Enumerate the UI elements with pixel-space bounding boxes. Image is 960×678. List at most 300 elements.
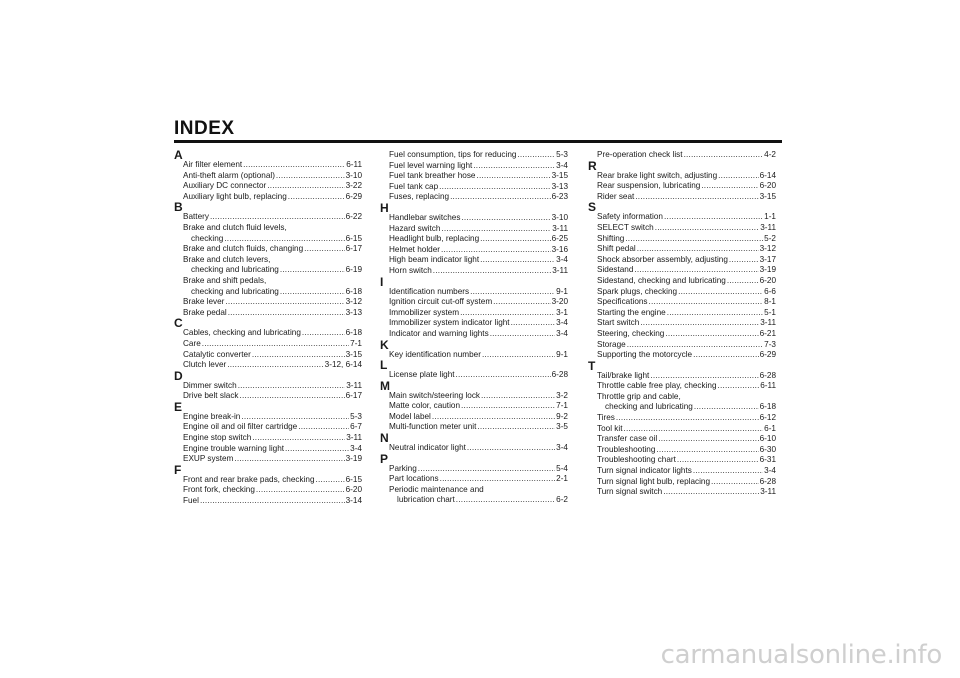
dot-leader: [456, 370, 551, 381]
dot-leader: [627, 340, 763, 351]
index-entry: [588, 276, 776, 287]
entry-text: Brake and clutch levers,: [183, 254, 271, 264]
entry-text: Shift pedal: [597, 244, 636, 254]
dot-leader: [656, 445, 758, 456]
dot-leader: [224, 234, 344, 245]
index-entry: [174, 339, 362, 350]
entry-page-number: 2-1: [556, 474, 568, 484]
entry-page-number: 3-10: [345, 170, 362, 180]
entry-text: Sidestand: [597, 265, 634, 275]
dot-leader: [456, 495, 555, 506]
index-entry: [380, 370, 568, 381]
dot-leader: [718, 381, 760, 392]
index-entry: [174, 350, 362, 361]
entry-page-number: 6-15: [345, 233, 362, 243]
entry-text: Shifting: [597, 233, 625, 243]
entry-page-number: 4-2: [764, 150, 776, 159]
dot-leader: [650, 371, 758, 382]
entry-text: Part locations: [389, 474, 439, 484]
index-entry: [174, 444, 362, 455]
dot-leader: [280, 265, 345, 276]
dot-leader: [285, 444, 349, 455]
dot-leader: [481, 391, 555, 402]
entry-page-number: 6-11: [346, 160, 362, 169]
entry-text: Catalytic converter: [183, 349, 251, 359]
index-entry: [380, 255, 568, 266]
entry-text: Fuel: [183, 496, 199, 506]
entry-text: Headlight bulb, replacing: [389, 234, 480, 244]
entry-text: Storage: [597, 339, 626, 349]
entry-page-number: 6-20: [759, 181, 776, 191]
entry-page-number: 6-19: [345, 265, 362, 275]
entry-text: Start switch: [597, 318, 640, 328]
index-entry: [174, 255, 362, 266]
dot-leader: [693, 350, 758, 361]
entry-page-number: 6-28: [759, 370, 776, 380]
entry-text: Clutch lever: [183, 360, 227, 370]
entry-page-number: 7-1: [350, 338, 362, 348]
entry-page-number: 6-18: [759, 402, 776, 412]
dot-leader: [225, 297, 344, 308]
section-letter: B: [174, 200, 183, 215]
dot-leader: [227, 360, 323, 371]
index-entry: [174, 171, 362, 182]
entry-text: Horn switch: [389, 265, 432, 275]
dot-leader: [637, 244, 759, 255]
index-column-3: [588, 150, 776, 498]
section-letter: E: [174, 399, 183, 414]
dot-leader: [256, 485, 345, 496]
dot-leader: [467, 443, 555, 454]
index-entry: [588, 223, 776, 234]
entry-page-number: 3-16: [551, 244, 568, 254]
index-entry: [380, 329, 568, 340]
entry-page-number: 9-1: [556, 286, 568, 296]
entry-page-number: 3-17: [759, 254, 776, 264]
dot-leader: [718, 171, 758, 182]
dot-leader: [252, 433, 345, 444]
index-entry: [588, 329, 776, 340]
index-entry: [380, 234, 568, 245]
entry-text: Fuel level warning light: [389, 160, 473, 170]
dot-leader: [667, 308, 763, 319]
entry-page-number: 8-1: [764, 297, 776, 307]
entry-page-number: 6-28: [759, 476, 776, 486]
entry-text: Tires: [597, 413, 615, 423]
entry-text: Indicator and warning lights: [389, 328, 489, 338]
entry-text: Fuel tank cap: [389, 181, 439, 191]
dot-leader: [649, 297, 764, 308]
index-section: [380, 378, 568, 433]
watermark-text: carmanualsonline.info: [660, 640, 942, 670]
index-section: [174, 318, 362, 370]
entry-page-number: 6-10: [759, 434, 776, 444]
index-entry: [380, 485, 568, 496]
entry-page-number: 6-14: [759, 170, 776, 180]
index-entry: [380, 150, 568, 161]
dot-leader: [693, 466, 763, 477]
entry-page-number: 3-2: [556, 390, 568, 400]
entry-page-number: 6-20: [759, 275, 776, 285]
entry-text: Care: [183, 338, 201, 348]
index-entry: [174, 412, 362, 423]
dot-leader: [635, 192, 758, 203]
entry-page-number: 6-12: [759, 413, 776, 423]
entry-page-number: 3-12: [345, 297, 362, 307]
dot-leader: [280, 287, 345, 298]
entry-text: Front fork, checking: [183, 485, 255, 495]
entry-page-number: 3-11: [760, 318, 776, 328]
index-entry: [380, 412, 568, 423]
section-letter: K: [380, 337, 389, 352]
dot-leader: [228, 308, 345, 319]
dot-leader: [480, 255, 555, 266]
entry-text: checking and lubricating: [191, 265, 279, 275]
entry-page-number: 3-4: [556, 255, 568, 265]
dot-leader: [238, 381, 346, 392]
entry-text: Helmet holder: [389, 244, 440, 254]
entry-page-number: 5-3: [556, 150, 568, 159]
index-column-2: [380, 150, 568, 506]
index-entry: [174, 192, 362, 203]
dot-leader: [677, 455, 759, 466]
entry-text: Engine stop switch: [183, 433, 252, 443]
index-entry: [380, 287, 568, 298]
index-entry: [588, 466, 776, 477]
dot-leader: [470, 287, 555, 298]
index-entry: [174, 475, 362, 486]
dot-leader: [625, 234, 763, 245]
dot-leader: [482, 350, 555, 361]
entry-text: Brake and clutch fluids, changing: [183, 244, 304, 254]
index-entry: [380, 161, 568, 172]
index-section: [174, 150, 362, 202]
dot-leader: [678, 287, 763, 298]
dot-leader: [727, 276, 759, 287]
dot-leader: [432, 412, 555, 423]
index-section: [588, 202, 776, 360]
dot-leader: [616, 413, 759, 424]
entry-text: Troubleshooting: [597, 444, 656, 454]
section-letter: A: [174, 148, 183, 162]
index-entry: [380, 350, 568, 361]
index-entry: [588, 318, 776, 329]
entry-text: Troubleshooting chart: [597, 455, 676, 465]
entry-page-number: 3-19: [345, 454, 362, 464]
index-entry: [588, 244, 776, 255]
index-entry: [588, 265, 776, 276]
entry-page-number: 3-12: [759, 244, 776, 254]
index-entry: [174, 485, 362, 496]
index-entry: [174, 276, 362, 287]
dot-leader: [623, 424, 763, 435]
index-entry: [174, 297, 362, 308]
section-letter: I: [380, 274, 384, 289]
entry-page-number: 3-22: [345, 181, 362, 191]
index-entry: [588, 297, 776, 308]
entry-page-number: 3-5: [556, 422, 568, 432]
index-entry: [174, 360, 362, 371]
entry-text: Immobilizer system: [389, 307, 460, 317]
index-entry: [380, 182, 568, 193]
entry-page-number: 3-11: [760, 222, 776, 232]
entry-text: Brake and clutch fluid levels,: [183, 222, 287, 232]
index-section: [588, 150, 776, 161]
index-entry: [174, 381, 362, 392]
entry-text: Auxiliary DC connector: [183, 181, 267, 191]
index-section: [174, 202, 362, 318]
index-section: [174, 368, 362, 402]
entry-text: Pre-operation check list: [597, 150, 683, 159]
dot-leader: [473, 161, 555, 172]
index-entry: [380, 318, 568, 329]
entry-text: SELECT switch: [597, 222, 654, 232]
entry-page-number: 3-4: [556, 160, 568, 170]
dot-leader: [711, 477, 759, 488]
index-entry: [380, 422, 568, 433]
index-entry: [174, 287, 362, 298]
entry-text: Cables, checking and lubricating: [183, 328, 301, 338]
index-section: [380, 433, 568, 454]
entry-page-number: 3-15: [759, 191, 776, 201]
entry-text: Rear brake light switch, adjusting: [597, 170, 718, 180]
index-entry: [588, 171, 776, 182]
index-entry: [588, 424, 776, 435]
section-letter: M: [380, 378, 390, 393]
entry-page-number: 3-12, 6-14: [324, 360, 362, 370]
entry-page-number: 6-25: [551, 234, 568, 244]
index-entry: [588, 455, 776, 466]
entry-text: Turn signal light bulb, replacing: [597, 476, 711, 486]
entry-page-number: 3-1: [556, 307, 568, 317]
entry-page-number: 7-3: [764, 339, 776, 349]
dot-leader: [460, 308, 555, 319]
entry-page-number: 6-30: [759, 444, 776, 454]
section-letter: T: [588, 358, 596, 373]
dot-leader: [288, 192, 345, 203]
dot-leader: [665, 329, 758, 340]
entry-text: Turn signal switch: [597, 487, 663, 497]
index-entry: [588, 308, 776, 319]
dot-leader: [241, 412, 349, 423]
entry-text: Battery: [183, 212, 209, 222]
index-section: [380, 451, 568, 506]
entry-page-number: 3-11: [760, 487, 776, 497]
entry-text: License plate light: [389, 370, 455, 380]
dot-leader: [302, 328, 345, 339]
dot-leader: [200, 496, 345, 507]
entry-page-number: 3-15: [345, 349, 362, 359]
dot-leader: [440, 474, 556, 485]
section-letter: F: [174, 462, 182, 477]
entry-page-number: 1-1: [764, 212, 776, 222]
index-entry: [588, 150, 776, 161]
index-entry: [380, 245, 568, 256]
section-letter: C: [174, 316, 183, 331]
index-entry: [174, 244, 362, 255]
entry-page-number: 6-29: [345, 191, 362, 201]
entry-text: Multi-function meter unit: [389, 422, 477, 432]
entry-text: Rear suspension, lubricating: [597, 181, 701, 191]
section-letter: R: [588, 158, 597, 173]
entry-text: Tool kit: [597, 423, 623, 433]
index-entry: [380, 213, 568, 224]
index-section: [380, 360, 568, 381]
entry-text: Shock absorber assembly, adjusting: [597, 254, 728, 264]
dot-leader: [267, 181, 344, 192]
entry-page-number: 7-1: [556, 401, 568, 411]
index-entry: [588, 255, 776, 266]
entry-text: Drive belt slack: [183, 391, 239, 401]
index-entry: [588, 234, 776, 245]
entry-text: checking and lubricating: [605, 402, 693, 412]
dot-leader: [252, 350, 345, 361]
entry-page-number: 6-18: [345, 286, 362, 296]
entry-page-number: 6-15: [345, 474, 362, 484]
entry-text: Throttle grip and cable,: [597, 391, 681, 401]
entry-text: Auxiliary light bulb, replacing: [183, 191, 287, 201]
dot-leader: [663, 487, 759, 498]
dot-leader: [298, 422, 349, 433]
dot-leader: [441, 245, 551, 256]
entry-page-number: 9-1: [556, 349, 568, 359]
index-section: [174, 399, 362, 465]
entry-text: checking: [191, 233, 224, 243]
index-section: [174, 462, 362, 507]
entry-page-number: 5-1: [764, 307, 776, 317]
index-section: [588, 158, 776, 203]
entry-page-number: 3-11: [552, 265, 568, 275]
entry-page-number: 3-13: [551, 181, 568, 191]
section-letter: S: [588, 200, 597, 215]
entry-text: Engine break-in: [183, 411, 241, 421]
entry-page-number: 6-18: [345, 328, 362, 338]
index-entry: [174, 308, 362, 319]
dot-leader: [658, 434, 758, 445]
entry-page-number: 3-4: [556, 328, 568, 338]
entry-text: Identification numbers: [389, 286, 470, 296]
entry-page-number: 3-11: [346, 380, 362, 390]
entry-page-number: 6-31: [759, 455, 776, 465]
entry-text: Turn signal indicator lights: [597, 466, 692, 476]
dot-leader: [439, 182, 550, 193]
index-entry: [380, 297, 568, 308]
entry-text: Spark plugs, checking: [597, 286, 678, 296]
dot-leader: [694, 402, 759, 413]
dot-leader: [461, 401, 555, 412]
entry-text: Brake lever: [183, 297, 225, 307]
dot-leader: [450, 192, 551, 203]
index-entry: [174, 181, 362, 192]
entry-page-number: 5-4: [556, 463, 568, 473]
entry-page-number: 3-10: [551, 212, 568, 222]
section-letter: D: [174, 368, 183, 383]
index-entry: [174, 223, 362, 234]
index-entry: [588, 413, 776, 424]
entry-text: checking and lubricating: [191, 286, 279, 296]
dot-leader: [476, 171, 550, 182]
entry-text: Immobilizer system indicator light: [389, 318, 510, 328]
entry-page-number: 3-15: [551, 171, 568, 181]
index-entry: [380, 224, 568, 235]
entry-text: Tail/brake light: [597, 370, 650, 380]
entry-page-number: 3-4: [350, 443, 362, 453]
title-rule: [174, 140, 782, 143]
entry-page-number: 6-21: [759, 328, 776, 338]
entry-page-number: 6-29: [759, 350, 776, 360]
entry-text: Starting the engine: [597, 307, 666, 317]
section-letter: N: [380, 431, 389, 446]
entry-page-number: 5-2: [764, 233, 776, 243]
dot-leader: [461, 213, 550, 224]
entry-page-number: 3-11: [346, 433, 362, 443]
index-section: [588, 358, 776, 498]
section-letter: P: [380, 451, 389, 466]
entry-page-number: 6-23: [551, 192, 568, 202]
entry-text: Transfer case oil: [597, 434, 658, 444]
dot-leader: [240, 391, 345, 402]
entry-page-number: 6-20: [345, 485, 362, 495]
index-entry: [380, 171, 568, 182]
entry-page-number: 3-20: [551, 297, 568, 307]
entry-text: Specifications: [597, 297, 648, 307]
entry-text: Rider seat: [597, 191, 635, 201]
index-entry: [588, 212, 776, 223]
entry-page-number: 3-11: [552, 223, 568, 233]
page-title: INDEX: [174, 118, 235, 139]
entry-page-number: 6-2: [556, 495, 568, 505]
dot-leader: [477, 422, 555, 433]
dot-leader: [243, 160, 345, 171]
entry-text: Fuses, replacing: [389, 192, 450, 202]
index-entry: [588, 350, 776, 361]
entry-text: Engine oil and oil filter cartridge: [183, 422, 298, 432]
entry-text: EXUP system: [183, 454, 234, 464]
entry-page-number: 3-4: [556, 318, 568, 328]
index-entry: [174, 160, 362, 171]
entry-text: Fuel consumption, tips for reducing: [389, 150, 517, 159]
dot-leader: [276, 171, 345, 182]
dot-leader: [493, 297, 550, 308]
entry-page-number: 6-6: [764, 286, 776, 296]
entry-text: Anti-theft alarm (optional): [183, 170, 275, 180]
index-entry: [588, 181, 776, 192]
index-entry: [380, 192, 568, 203]
index-entry: [588, 340, 776, 351]
index-entry: [588, 402, 776, 413]
index-entry: [588, 487, 776, 498]
index-column-1: [174, 150, 362, 507]
entry-text: Parking: [389, 463, 417, 473]
entry-page-number: 9-2: [556, 411, 568, 421]
entry-text: Supporting the motorcycle: [597, 350, 693, 360]
entry-page-number: 6-17: [345, 391, 362, 401]
dot-leader: [701, 181, 758, 192]
index-entry: [588, 392, 776, 403]
dot-leader: [210, 212, 345, 223]
entry-page-number: 3-4: [764, 466, 776, 476]
index-entry: [174, 234, 362, 245]
dot-leader: [490, 329, 555, 340]
index-entry: [588, 381, 776, 392]
entry-text: Hazard switch: [389, 223, 441, 233]
entry-page-number: 6-11: [760, 381, 776, 391]
section-letter: H: [380, 200, 389, 215]
index-entry: [380, 495, 568, 506]
dot-leader: [634, 265, 758, 276]
index-entry: [380, 266, 568, 277]
entry-text: Handlebar switches: [389, 212, 461, 222]
